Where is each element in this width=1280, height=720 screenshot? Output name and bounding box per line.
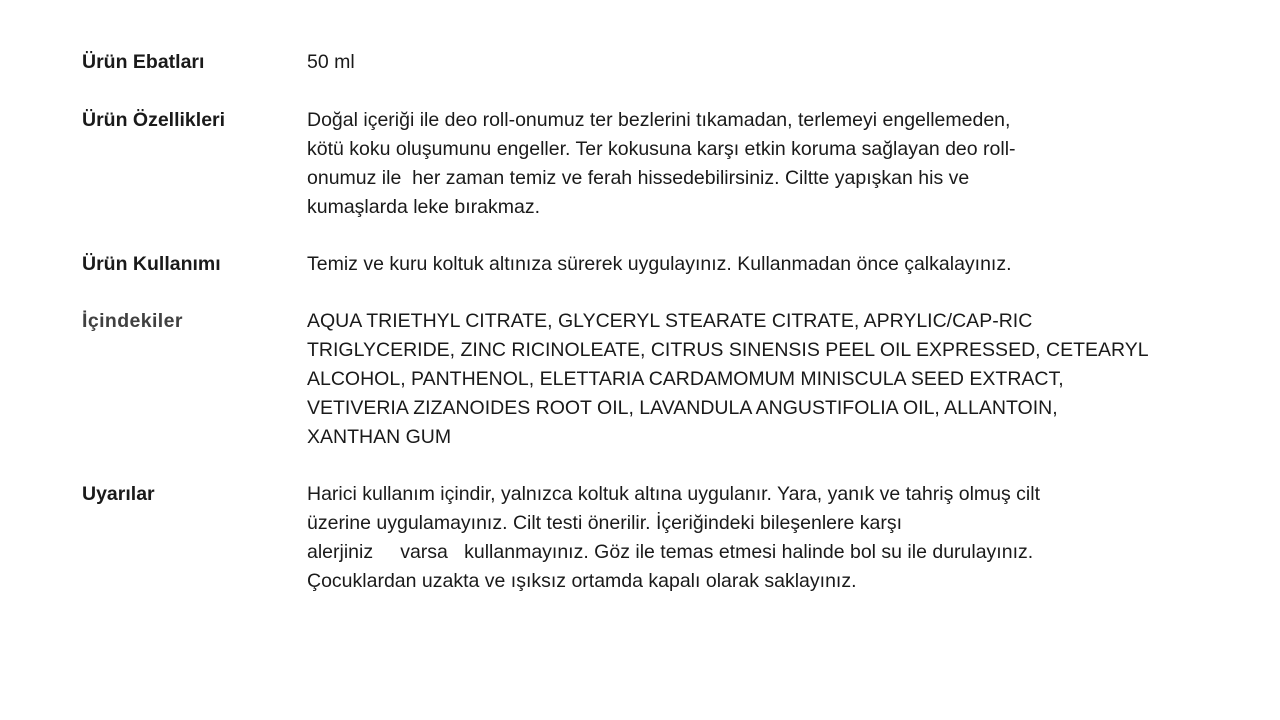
product-size-text: 50 ml [307,51,355,73]
ingredients-label: İçindekiler [82,310,183,332]
ingredients-line: AQUA TRIETHYL CITRATE, GLYCERYL STEARATE CITRATE, APRYLIC/CAP-RIC [307,310,1033,332]
product-size-value [307,48,1137,77]
ingredients-line: TRIGLYCERIDE, ZINC RICINOLEATE, CITRUS SINENSIS PEEL OIL EXPRESSED, CETEARYL [307,339,1149,361]
warnings-line: Harici kullanım içindir, yalnızca koltuk altına uygulanır. Yara, yanık ve tahriş olmuş cilt [307,483,1041,505]
ingredients-line: VETIVERIA ZIZANOIDES ROOT OIL, LAVANDULA ANGUSTIFOLIA OIL, ALLANTOIN, [307,397,1058,419]
product-usage-label: Ürün Kullanımı [82,253,221,275]
warnings-label: Uyarılar [82,483,155,505]
product-features-label: Ürün Özellikleri [82,109,226,131]
warnings-line: üzerine uygulamayınız. Cilt testi önerilir. İçeriğindeki bileşenlere karşı [307,512,903,534]
warnings-line: Çocuklardan uzakta ve ışıksız ortamda kapalı olarak saklayınız. [307,570,857,592]
warnings-line: alerjiniz varsa kullanmayınız. Göz ile temas etmesi halinde bol su ile durulayınız. [307,541,1034,563]
ingredients-line: XANTHAN GUM [307,426,452,448]
ingredients-line: ALCOHOL, PANTHENOL, ELETTARIA CARDAMOMUM MINISCULA SEED EXTRACT, [307,368,1064,390]
features-line: kötü koku oluşumunu engeller. Ter kokusuna karşı etkin koruma sağlayan deo roll- [307,138,1016,160]
product-features-value [307,106,1137,222]
product-size-label: Ürün Ebatları [82,51,205,73]
product-usage-value [307,250,1137,279]
usage-line: Temiz ve kuru koltuk altınıza sürerek uygulayınız. Kullanmadan önce çalkalayınız. [307,253,1012,275]
features-line: Doğal içeriği ile deo roll-onumuz ter bezlerini tıkamadan, terlemeyi engellemeden, [307,109,1011,131]
ingredients-value [307,307,1149,452]
warnings-value [307,480,1137,596]
features-line: onumuz ile her zaman temiz ve ferah hissedebilirsiniz. Ciltte yapışkan his ve [307,167,970,189]
features-line: kumaşlarda leke bırakmaz. [307,196,541,218]
